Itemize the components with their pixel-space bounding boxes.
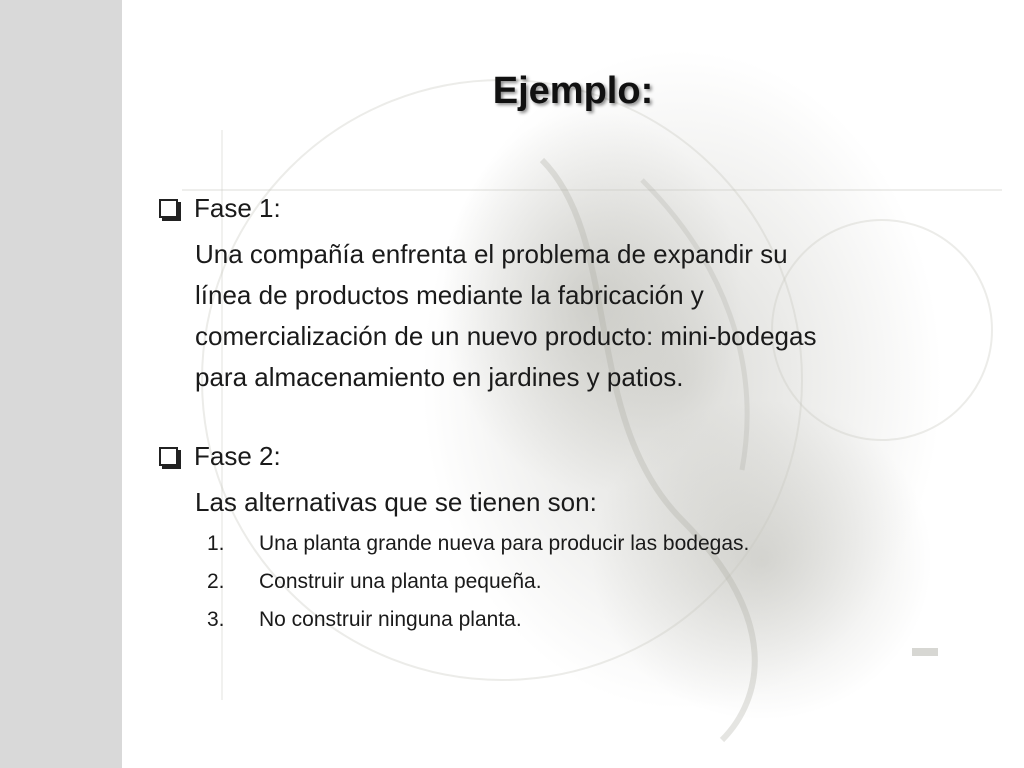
list-item-number: 2. [207, 570, 225, 593]
slide-title: Ejemplo: [492, 70, 654, 112]
phase1-label: Fase 1: [194, 193, 281, 223]
list-item [207, 563, 975, 601]
phase1-line: línea de productos mediante la fabricación y [195, 280, 704, 310]
checkbox-icon [159, 199, 178, 218]
phase1-line: para almacenamiento en jardines y patios. [195, 362, 684, 392]
list-item-text: Una planta grande nueva para producir las bodegas. [259, 532, 750, 555]
side-band [0, 0, 122, 768]
list-item-text: No construir ninguna planta. [259, 608, 522, 631]
phase1-paragraph [195, 234, 975, 398]
alternatives-list [207, 525, 975, 639]
list-item-number: 1. [207, 532, 225, 555]
checkbox-icon [159, 447, 178, 466]
list-item [207, 525, 975, 563]
list-item-number: 3. [207, 608, 225, 631]
phase2-intro [195, 482, 975, 523]
slide-content [155, 188, 975, 639]
phase2-bullet [155, 436, 975, 476]
spacer [155, 398, 975, 436]
phase1-line: Una compañía enfrenta el problema de expandir su [195, 239, 788, 269]
phase2-intro-text: Las alternativas que se tienen son: [195, 487, 597, 517]
phase2-label: Fase 2: [194, 441, 281, 471]
list-item-text: Construir una planta pequeña. [259, 570, 542, 593]
phase1-line: comercialización de un nuevo producto: mini-bodegas [195, 321, 817, 351]
list-item [207, 601, 975, 639]
phase1-bullet [155, 188, 975, 228]
